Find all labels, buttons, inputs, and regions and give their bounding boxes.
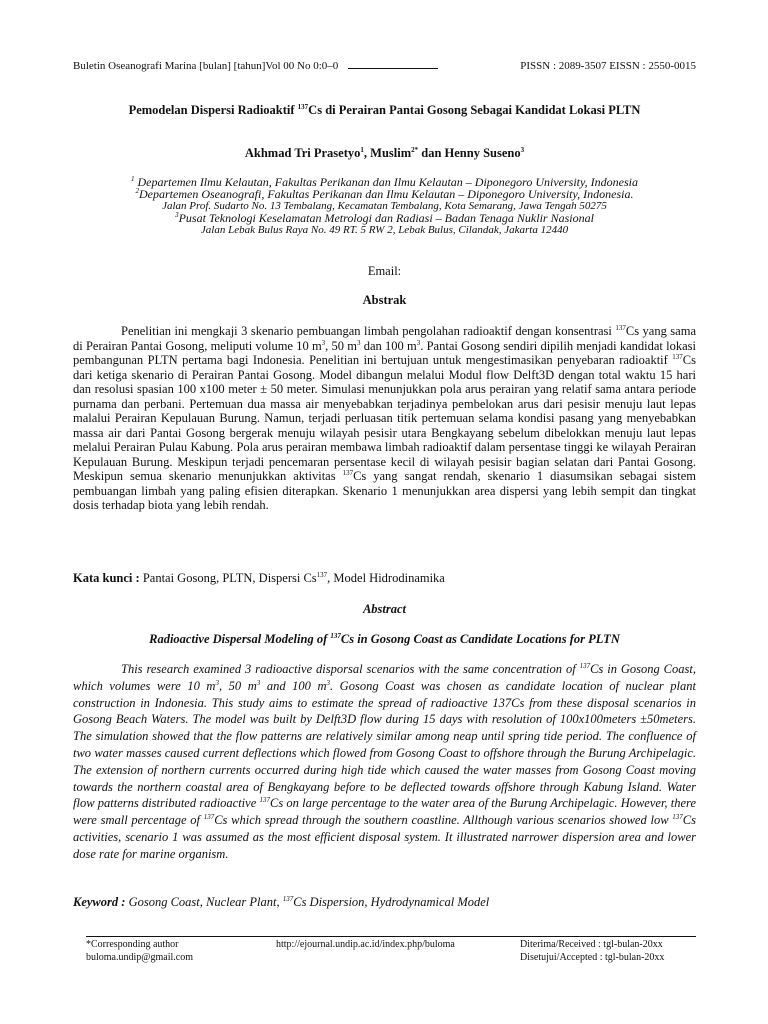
author-name: Muslim (370, 146, 412, 160)
affiliation-2 (73, 188, 696, 200)
kata-kunci (73, 571, 696, 586)
affiliations (73, 176, 696, 236)
kata-kunci-text: , Model Hidrodinamika (327, 571, 445, 585)
isotope-superscript: 137 (579, 661, 591, 670)
isotope-superscript: 137 (672, 352, 683, 361)
abstrak-text: Cs yang sangat rendah, skenario 1 diasumsikan sebagai sistem pembuangan limbah yang paling efisien diterapkan. Skenario 1 menunjukkan area dispersi yang lebih sempit dan tingkat dosis terhadap biota yang lebih rendah. (73, 469, 696, 512)
affil-text: Departemen Oseanografi, Fakultas Perikanan dan Ilmu Kelautan – Diponegoro University, Indonesia. (139, 187, 634, 201)
keyword-text: Gosong Coast, Nuclear Plant, (125, 895, 283, 909)
abstract-text: Cs which spread through the southern coastline. Allthough various scenarios showed low (214, 813, 673, 828)
affil-mark: 3 (175, 211, 179, 219)
author-name: Akhmad Tri Prasetyo (244, 146, 361, 160)
title-superscript: 137 (297, 102, 309, 111)
keyword-label: Keyword : (73, 895, 126, 909)
title-text-rest: Cs di Perairan Pantai Gosong Sebagai Kandidat Lokasi PLTN (308, 103, 641, 117)
affiliation-3 (73, 212, 696, 224)
unit-superscript: 3 (357, 338, 361, 347)
keyword (73, 895, 696, 910)
isotope-superscript: 137 (282, 894, 294, 903)
unit-superscript: 3 (215, 678, 219, 687)
abstract-text: and 100 m (260, 678, 327, 693)
kata-kunci-text: Pantai Gosong, PLTN, Dispersi Cs (139, 571, 317, 585)
affil-text: Departemen Ilmu Kelautan, Fakultas Perikanan dan Ilmu Kelautan – Diponegoro University, Indonesia (134, 175, 638, 189)
title-text: Pemodelan Dispersi Radioaktif (128, 103, 298, 117)
author-affil-mark: 2* (411, 145, 419, 154)
affiliation-3-address: Jalan Lebak Bulus Raya No. 49 RT. 5 RW 2, Lebak Bulus, Cilandak, Jakarta 12440 (200, 224, 569, 236)
abstract-text: Cs on large percentage to the water area of the Burung Archipelagic. However, there were small percentage of (73, 796, 696, 828)
kata-kunci-label: Kata kunci : (73, 571, 140, 585)
unit-superscript: 3 (326, 678, 330, 687)
header-rule (348, 68, 438, 69)
corresponding-label: *Corresponding author (86, 939, 179, 950)
abstrak-text: . Pantai Gosong sendiri dipilih menjadi kandidat lokasi pembangunan PLTN pertama bagi Indonesia. Penelitian ini bertujuan untuk mengestimasikan penyebaran radioaktif (73, 338, 696, 367)
running-header (73, 60, 696, 72)
journal-citation: Buletin Oseanografi Marina [bulan] [tahun]Vol 00 No 0:0–0 (73, 60, 339, 72)
abstract-text: . Gosong Coast was chosen as candidate location of nuclear plant construction in Indonesia. This study aims to estimate the spread of radioactive 137Cs from these disposal scenarios in Gosong Beach Waters. The model was built by Delft3D flow during 15 days with resolution of 100x100meters ±50meters. The simulation showed that the flow patterns are relatively similar among neap until spring tide period. The confluence of two water masses caused current deflections which flowed from Gosong Coast to offshore through the Burung Archipelagic. The extension of northern currents occurred during high tide which caused the water masses from Gosong Coast moving towards the northern coastal area of Bengkayang before to be deflected towards offshore through Kabung Island. Water flow patterns distributed radioactive (73, 678, 696, 811)
isotope-superscript: 137 (203, 813, 215, 822)
isotope-superscript: 137 (342, 468, 354, 477)
english-title-text: Radioactive Dispersal Modeling of (149, 632, 331, 646)
corresponding-email-link[interactable]: buloma.undip@gmail.com (86, 951, 193, 963)
isotope-superscript: 137 (615, 323, 626, 332)
footer-corresponding (86, 939, 193, 964)
email-label: Email: (367, 264, 402, 278)
abstrak-text: dan 100 m (360, 338, 417, 353)
abstract-text: Cs in Gosong Coast, which volumes were 10 m (73, 662, 696, 693)
accepted-date: Disetujui/Accepted : tgl-bulan-20xx (520, 951, 665, 963)
isotope-superscript: 137 (316, 570, 328, 579)
english-title-text: Cs in Gosong Coast as Candidate Locations for PLTN (340, 632, 620, 646)
paper-title (73, 103, 696, 118)
unit-superscript: 3 (416, 338, 421, 347)
abstrak-text: Cs dari ketiga skenario di Perairan Pantai Gosong. Model dibangun melalui Modul flow Delft3D dengan total waktu 15 hari dan resolusi spasian 100 x100 meter ± 50 meter. Simulasi menunjukkan pola arus perairan yang relatif sama antara periode purnama dan perbani. Pertemuan dua massa air menyebabkan terjadinya pembelokan arus dari pesisir menuju laut lepas malalui Perairan Kepulauan Burung. Namun, terjadi perluasan titik pertemuan selama kondisi pasang yang menyebabkan massa air dari Pantai Gosong bergerak menuju wilayah pesisir utara Bengkayang sebelum dibelokkan menuju laut lepas melalui Perairan Pulau Kabung. Pola arus perairan membawa limbah radioaktif dalam persentase tinggi ke wilayah Perairan Kepulauan Burung. Meskipun terjadi pencemaran persentase kecil di wilayah pesisir bagian selatan dari Pantai Gosong. Meskipun semua skenario menunjukkan aktivitas (73, 353, 696, 483)
received-date: Diterima/Received : tgl-bulan-20xx (520, 939, 663, 950)
author-affil-mark: 1 (360, 145, 364, 154)
abstrak-body (73, 324, 696, 513)
affil-mark: 2 (135, 187, 139, 195)
footer-dates (520, 939, 664, 964)
author-separator: , (363, 146, 371, 160)
affil-text: Pusat Teknologi Keselamatan Metrologi dan Radiasi – Badan Tenaga Nuklir Nasional (178, 211, 594, 225)
abstract-text: Cs activities, scenario 1 was assumed as the most efficient disposal system. It illustrated narrower dispersion area and lower dose rate for marine organism. (73, 813, 696, 861)
abstract-text: This research examined 3 radioactive disporsal scenarios with the same concentration of (121, 662, 580, 676)
unit-superscript: 3 (256, 678, 261, 687)
author-name: Henny Suseno (444, 146, 521, 160)
keyword-text: Cs Dispersion, Hydrodynamical Model (293, 895, 490, 909)
isotope-superscript: 137 (330, 631, 341, 640)
author-separator: dan (418, 146, 445, 160)
affil-mark: 1 (131, 175, 135, 183)
abstrak-text: Cs yang sama di Perairan Pantai Gosong, meliputi volume 10 m (73, 324, 696, 353)
abstract-heading: Abstract (362, 602, 407, 616)
abstrak-text: Penelitian ini mengkaji 3 skenario pembuangan limbah pengolahan radioaktif dengan konsentrasi (121, 324, 616, 338)
isotope-superscript: 137 (259, 796, 270, 805)
author-affil-mark: 3 (520, 145, 525, 154)
author-list (73, 146, 696, 161)
unit-superscript: 3 (321, 338, 326, 347)
abstract-text: , 50 m (218, 678, 257, 693)
english-title (73, 632, 696, 647)
affiliation-2-address: Jalan Prof. Sudarto No. 13 Tembalang, Kecamatan Tembalang, Kota Semarang, Jawa Tengah 50275 (162, 200, 607, 212)
issn-numbers: PISSN : 2089-3507 EISSN : 2550-0015 (520, 60, 696, 72)
abstrak-text: , 50 m (325, 338, 357, 353)
isotope-superscript: 137 (672, 813, 683, 822)
abstrak-heading: Abstrak (362, 293, 407, 307)
footer-rule (86, 936, 696, 937)
journal-url-link[interactable]: http://ejournal.undip.ac.id/index.php/buloma (276, 939, 455, 950)
abstract-body (73, 661, 696, 863)
